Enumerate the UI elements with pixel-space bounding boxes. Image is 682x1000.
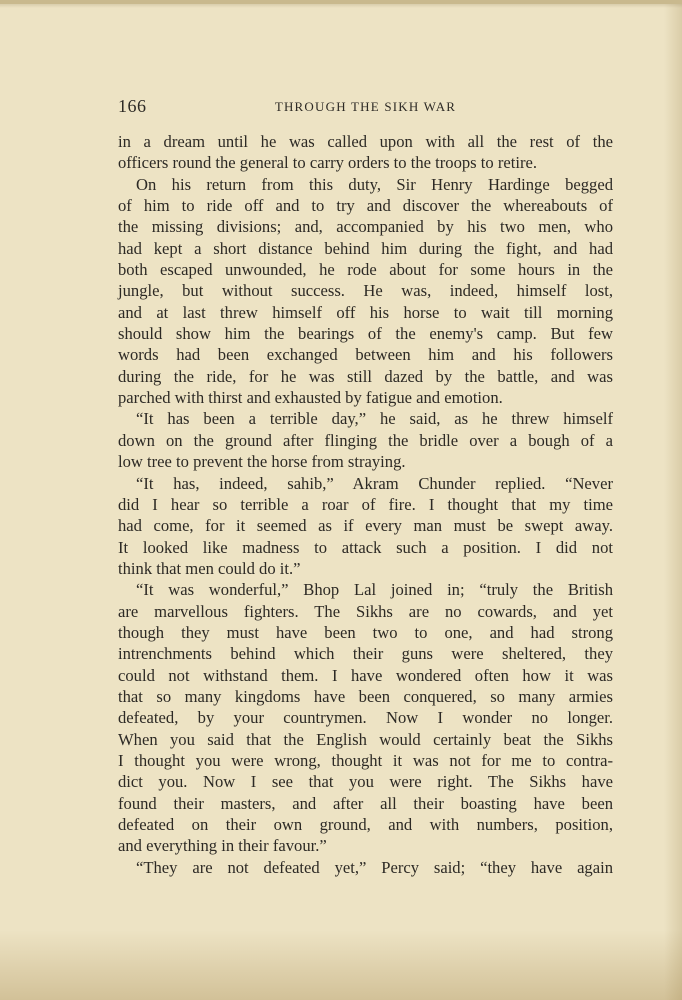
text-line: When you said that the English would certainly beat the Sikhs [118, 729, 613, 749]
text-line: intrenchments behind which their guns were sheltered, they [118, 644, 613, 664]
running-title: THROUGH THE SIKH WAR [274, 99, 457, 114]
text-line: It looked like madness to attack such a position. I did not [118, 537, 613, 557]
text-line: in a dream until he was called upon with all the rest of the [118, 132, 613, 151]
text-line: defeated, by your countrymen. Now I wonder no longer. [118, 708, 613, 728]
text-line: “They are not defeated yet,” Percy said; “they have again [136, 857, 613, 877]
text-line: “It has, indeed, sahib,” Akram Chunder replied. “Never [136, 473, 613, 493]
text-line: had kept a short distance behind him during the fight, and had [118, 238, 613, 258]
text-line: during the ride, for he was still dazed by the battle, and was [118, 366, 613, 386]
text-line: “It has been a terrible day,” he said, as he threw himself [136, 409, 613, 429]
text-line: and everything in their favour.” [118, 836, 327, 856]
text-line: low tree to prevent the horse from straying. [118, 452, 406, 472]
text-line: both escaped unwounded, he rode about for some hours in the [118, 260, 613, 280]
page-top-edge [0, 0, 682, 4]
text-line: the missing divisions; and, accompanied by his two men, who [118, 217, 613, 237]
text-line: though they must have been two to one, and had strong [118, 622, 613, 642]
text-line: found their masters, and after all their boasting have been [118, 793, 613, 813]
text-line: could not withstand them. I have wondered often how it was [118, 665, 613, 685]
text-line: “It was wonderful,” Bhop Lal joined in; “truly the British [136, 580, 613, 600]
text-line: On his return from this duty, Sir Henry Hardinge begged [136, 174, 613, 194]
text-line: jungle, but without success. He was, indeed, himself lost, [118, 281, 613, 301]
text-line: officers round the general to carry orders to the troops to retire. [118, 153, 537, 173]
text-line: should show him the bearings of the enemy's camp. But few [118, 324, 613, 344]
text-line: had come, for it seemed as if every man must be swept away. [118, 516, 613, 536]
text-line: and at last threw himself off his horse to wait till morning [118, 302, 613, 322]
text-line: did I hear so terrible a roar of fire. I thought that my time [118, 494, 613, 514]
page-header [118, 96, 613, 118]
text-line: parched with thirst and exhausted by fatigue and emotion. [118, 388, 503, 408]
text-line: are marvellous fighters. The Sikhs are no cowards, and yet [118, 601, 613, 621]
page-number: 166 [118, 96, 147, 116]
text-line: down on the ground after flinging the bridle over a bough of a [118, 430, 613, 450]
text-line: think that men could do it.” [118, 558, 301, 578]
text-line: that so many kingdoms have been conquered, so many armies [118, 686, 613, 706]
text-line: of him to ride off and to try and discover the whereabouts of [118, 196, 613, 216]
text-line: dict you. Now I see that you were right. The Sikhs have [118, 772, 613, 792]
text-line: words had been exchanged between him and his followers [118, 345, 613, 365]
body-text [118, 131, 613, 878]
text-line: I thought you were wrong, thought it was not for me to contra- [118, 750, 613, 770]
text-line: defeated on their own ground, and with numbers, position, [118, 815, 613, 834]
